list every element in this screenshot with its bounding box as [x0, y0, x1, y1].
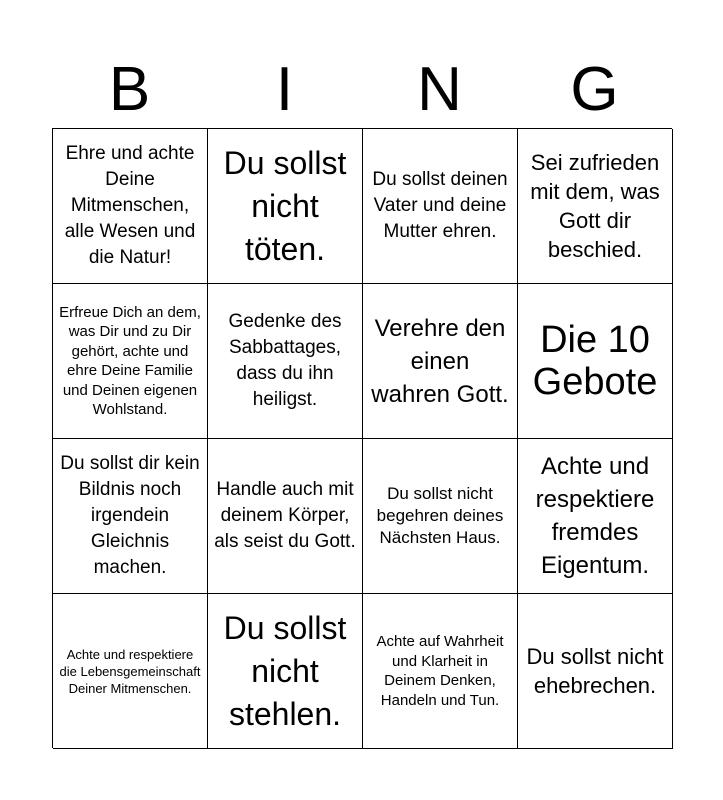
- bingo-cell-r1c3[interactable]: [363, 129, 518, 284]
- cell-text: Du sollst nicht stehlen.: [223, 609, 347, 732]
- bingo-cell-r4c2[interactable]: [208, 594, 363, 749]
- bingo-cell-r3c3[interactable]: [363, 439, 518, 594]
- bingo-cell-r2c4[interactable]: [518, 284, 673, 439]
- header-letter-g: G: [570, 55, 619, 124]
- bingo-header: [52, 52, 672, 128]
- cell-text: Du sollst deinen Vater und deine Mutter ehren.: [372, 169, 508, 242]
- bingo-cell-r3c2[interactable]: [208, 439, 363, 594]
- bingo-cell-r2c2[interactable]: [208, 284, 363, 439]
- bingo-cell-r1c4[interactable]: [518, 129, 673, 284]
- bingo-cell-r4c1[interactable]: [53, 594, 208, 749]
- cell-text: Du sollst nicht töten.: [223, 144, 347, 267]
- cell-text: Achte auf Wahrheit und Klarheit in Deinem Denken, Handeln und Tun.: [376, 633, 504, 709]
- header-letter-b: B: [108, 55, 151, 124]
- header-letter-n: N: [417, 55, 462, 124]
- bingo-cell-r3c1[interactable]: [53, 439, 208, 594]
- bingo-cell-r1c2[interactable]: [208, 129, 363, 284]
- bingo-cell-r2c1[interactable]: [53, 284, 208, 439]
- cell-text: Achte und respektiere die Lebensgemeinschaft Deiner Mitmenschen.: [59, 646, 201, 696]
- cell-text: Handle auch mit deinem Körper, als seist du Gott.: [214, 479, 356, 552]
- bingo-cell-r1c1[interactable]: [53, 129, 208, 284]
- bingo-cell-r3c4[interactable]: [518, 439, 673, 594]
- bingo-cell-r4c4[interactable]: [518, 594, 673, 749]
- bingo-cell-r4c3[interactable]: [363, 594, 518, 749]
- cell-text: Verehre den einen wahren Gott.: [371, 314, 509, 408]
- header-letter-i: I: [275, 55, 294, 124]
- cell-text: Erfreue Dich an dem, was Dir und zu Dir gehört, achte und ehre Deine Familie und Deinen eigenen Wohlstand.: [59, 303, 201, 418]
- cell-text: Du sollst dir kein Bildnis noch irgendein Gleichnis machen.: [60, 453, 200, 578]
- cell-text: Du sollst nicht ehebrechen.: [526, 644, 664, 698]
- bingo-cell-r2c3[interactable]: [363, 284, 518, 439]
- bingo-board: [52, 128, 672, 748]
- cell-text: Gedenke des Sabbattages, dass du ihn heiligst.: [228, 311, 342, 410]
- cell-text: Ehre und achte Deine Mitmenschen, alle Wesen und die Natur!: [64, 143, 196, 268]
- cell-text: Die 10 Gebote: [532, 319, 658, 403]
- cell-text: Sei zufrieden mit dem, was Gott dir beschied.: [530, 150, 660, 262]
- cell-text: Achte und respektiere fremdes Eigentum.: [535, 453, 655, 579]
- cell-text: Du sollst nicht begehren deines Nächsten Haus.: [376, 484, 504, 547]
